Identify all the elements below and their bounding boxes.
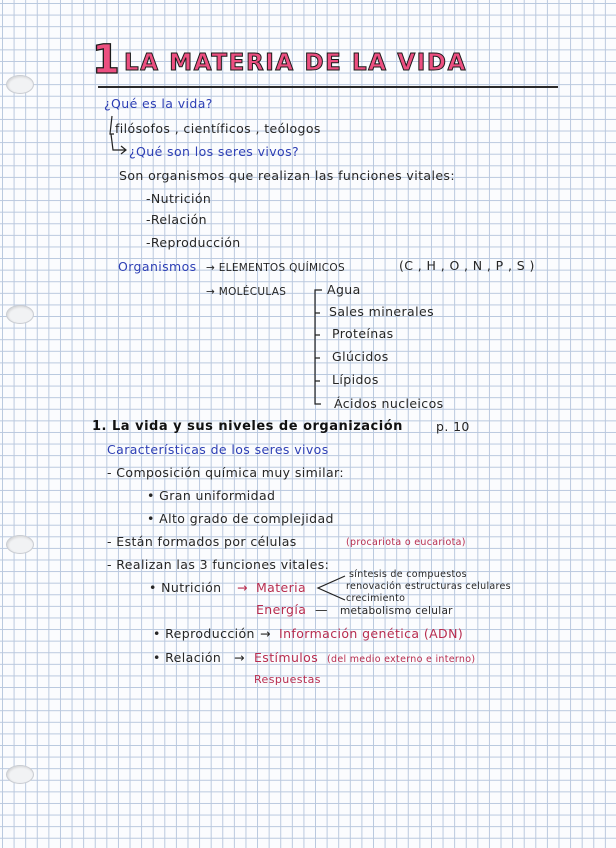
nutrition-energy: Energía — [256, 602, 307, 617]
composition-item: - Composición química muy similar: — [107, 465, 344, 480]
section-title: 1. La vida y sus niveles de organización — [92, 419, 403, 434]
question-living-beings: ¿Qué son los seres vivos? — [129, 144, 300, 159]
molecule-item: Sales minerales — [329, 304, 434, 319]
title-underline — [98, 86, 558, 88]
relation-stimuli: Estímulos — [254, 650, 319, 665]
nutrition-label: • Nutrición — [149, 580, 222, 595]
matter-detail: renovación estructuras celulares — [346, 581, 511, 592]
organisms-label: Organismos — [118, 259, 197, 274]
reproduction-info: Información genética (ADN) — [279, 626, 464, 641]
relation-arrow: → — [234, 650, 245, 665]
molecules-arrow: → MOLÉCULAS — [206, 286, 287, 298]
nutrition-matter: Materia — [256, 580, 307, 595]
molecule-item: Agua — [327, 282, 361, 297]
cells-note: (procariota o eucariota) — [346, 537, 466, 548]
function-item: -Reproducción — [146, 235, 241, 250]
relation-label: • Relación — [153, 650, 222, 665]
reproduction-label: • Reproducción — [153, 626, 255, 641]
binder-hole — [6, 305, 34, 324]
molecule-item: Lípidos — [332, 372, 379, 387]
who-arrow — [111, 134, 126, 154]
complexity-item: • Alto grado de complejidad — [147, 511, 334, 526]
molecule-item: Ácidos nucleicos — [334, 396, 444, 411]
relation-stimuli-note: (del medio externo e interno) — [327, 654, 476, 665]
molecules-brace — [315, 290, 322, 404]
matter-detail: síntesis de compuestos — [349, 569, 467, 580]
who-asks: filósofos , científicos , teólogos — [115, 121, 321, 136]
energy-detail: metabolismo celular — [340, 605, 453, 617]
function-item: -Nutrición — [146, 191, 212, 206]
who-bracket — [110, 116, 114, 134]
molecule-item: Proteínas — [332, 326, 394, 341]
nutrition-arrow: → — [237, 580, 248, 595]
matter-brace — [318, 576, 345, 600]
title-number: 1 — [92, 37, 120, 83]
reproduction-arrow: → — [260, 626, 271, 641]
binder-hole — [6, 535, 34, 554]
section-subtitle: Características de los seres vivos — [107, 442, 329, 457]
binder-hole — [6, 75, 34, 94]
section-page-ref: p. 10 — [436, 419, 470, 434]
answer-text: Son organismos que realizan las funciones vitales: — [119, 168, 455, 183]
cells-item: - Están formados por células — [107, 534, 297, 549]
page-title: LA MATERIA DE LA VIDA — [124, 50, 467, 76]
functions-item: - Realizan las 3 funciones vitales: — [107, 557, 330, 572]
elements-list: (C , H , O , N , P , S ) — [399, 258, 535, 273]
energy-dash: — — [315, 602, 328, 617]
binder-hole — [6, 765, 34, 784]
relation-responses: Respuestas — [254, 673, 321, 686]
matter-detail: crecimiento — [346, 593, 406, 604]
elements-arrow: → ELEMENTOS QUÍMICOS — [206, 262, 345, 274]
function-item: -Relación — [146, 212, 207, 227]
question-what-is-life: ¿Qué es la vida? — [104, 96, 213, 111]
molecule-item: Glúcidos — [332, 349, 389, 364]
uniformity-item: • Gran uniformidad — [147, 488, 276, 503]
